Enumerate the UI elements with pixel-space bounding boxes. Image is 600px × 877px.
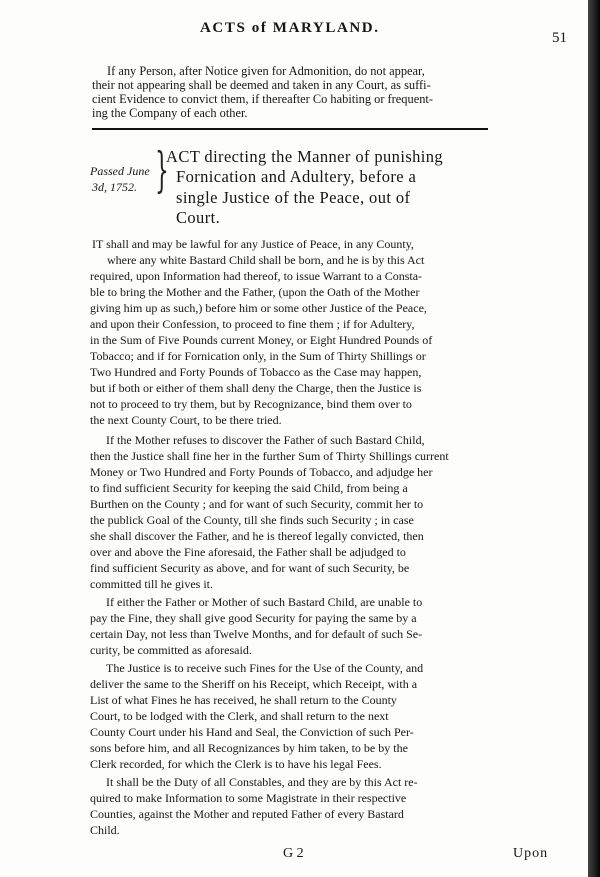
act-title-line: single Justice of the Peace, out of xyxy=(176,188,411,207)
intro-line: If any Person, after Notice given for Admonition, do not appear, xyxy=(107,64,425,78)
body-line: Two Hundred and Forty Pounds of Tobacco as the Case may happen, xyxy=(90,365,422,379)
body-line: It shall be the Duty of all Constables, and they are by this Act re- xyxy=(106,775,418,789)
body-line: over and above the Fine aforesaid, the Father shall be adjudged to xyxy=(90,545,406,559)
body-line: find sufficient Security as above, and for want of such Security, be xyxy=(90,561,410,575)
intro-line: ing the Company of each other. xyxy=(92,106,248,120)
scan-dark-edge xyxy=(588,0,600,877)
body-line: not to proceed to try them, but by Recognizance, bind them over to xyxy=(90,397,412,411)
body-line: If either the Father or Mother of such Bastard Child, are unable to xyxy=(106,595,423,609)
body-line: committed till he gives it. xyxy=(90,577,213,591)
act-title-line: Court. xyxy=(176,208,221,227)
body-line: and upon their Confession, to proceed to fine them ; if for Adultery, xyxy=(90,317,415,331)
signature-mark: G 2 xyxy=(283,846,304,861)
body-line: to find sufficient Security for keeping the said Child, from being a xyxy=(90,481,408,495)
body-line: Money or Two Hundred and Forty Pounds of Tobacco, and adjudge her xyxy=(90,465,433,479)
page-number: 51 xyxy=(552,30,567,46)
body-line: certain Day, not less than Twelve Months, and for default of such Se- xyxy=(90,627,423,641)
body-line: quired to make Information to some Magistrate in their respective xyxy=(90,791,407,805)
body-line: curity, be committed as aforesaid. xyxy=(90,643,252,657)
body-line: Clerk recorded, for which the Clerk is to have his legal Fees. xyxy=(90,757,382,771)
catchword: Upon xyxy=(513,846,549,861)
body-line: Court, to be lodged with the Clerk, and shall return to the next xyxy=(90,709,389,723)
body-line: but if both or either of them shall deny the Charge, then the Justice is xyxy=(90,381,422,395)
sidenote-brace-icon: } xyxy=(155,142,169,198)
intro-line: cient Evidence to convict them, if thereafter Co habiting or frequent- xyxy=(92,92,433,106)
body-line: Counties, against the Mother and reputed Father of every Bastard xyxy=(90,807,404,821)
act-title-line: Fornication and Adultery, before a xyxy=(176,167,417,186)
body-line: County Court under his Hand and Seal, the Conviction of such Per- xyxy=(90,725,414,739)
body-line: where any white Bastard Child shall be born, and he is by this Act xyxy=(107,253,425,267)
body-line: Burthen on the County ; and for want of such Security, commit her to xyxy=(90,497,424,511)
body-line: The Justice is to receive such Fines for the Use of the County, and xyxy=(106,661,424,675)
body-line: If the Mother refuses to discover the Father of such Bastard Child, xyxy=(106,433,425,447)
body-line: in the Sum of Five Pounds current Money, or Eight Hundred Pounds of xyxy=(90,333,433,347)
running-header-title: ACTS of MARYLAND. xyxy=(200,20,380,36)
section-divider-rule xyxy=(92,128,488,130)
body-line: Tobacco; and if for Fornication only, in the Sum of Thirty Shillings or xyxy=(90,349,426,363)
body-line: pay the Fine, they shall give good Security for paying the same by a xyxy=(90,611,417,625)
body-line: giving him up as such,) before him or some other Justice of the Peace, xyxy=(90,301,427,315)
body-line: IT shall and may be lawful for any Justice of Peace, in any County, xyxy=(92,237,414,251)
body-line: required, upon Information had thereof, to issue Warrant to a Consta- xyxy=(90,269,423,283)
body-line: sons before him, and all Recognizances by him taken, to be by the xyxy=(90,741,408,755)
body-line: then the Justice shall fine her in the further Sum of Thirty Shillings current xyxy=(90,449,449,463)
act-title-line: ACT directing the Manner of punishing xyxy=(166,147,444,166)
intro-line: their not appearing shall be deemed and taken in any Court, as suffi- xyxy=(92,78,431,92)
sidenote-line: 3d, 1752. xyxy=(92,180,137,194)
body-line: the publick Goal of the County, till she finds such Security ; in case xyxy=(90,513,414,527)
body-line: deliver the same to the Sheriff on his Receipt, which Receipt, with a xyxy=(90,677,418,691)
body-line: List of what Fines he has received, he shall return to the County xyxy=(90,693,397,707)
sidenote-line: Passed June xyxy=(90,164,150,178)
body-line: the next County Court, to be there tried. xyxy=(90,413,282,427)
body-line: she shall discover the Father, and he is thereof legally convicted, then xyxy=(90,529,424,543)
body-line: Child. xyxy=(90,823,120,837)
body-line: ble to bring the Mother and the Father, (upon the Oath of the Mother xyxy=(90,285,420,299)
